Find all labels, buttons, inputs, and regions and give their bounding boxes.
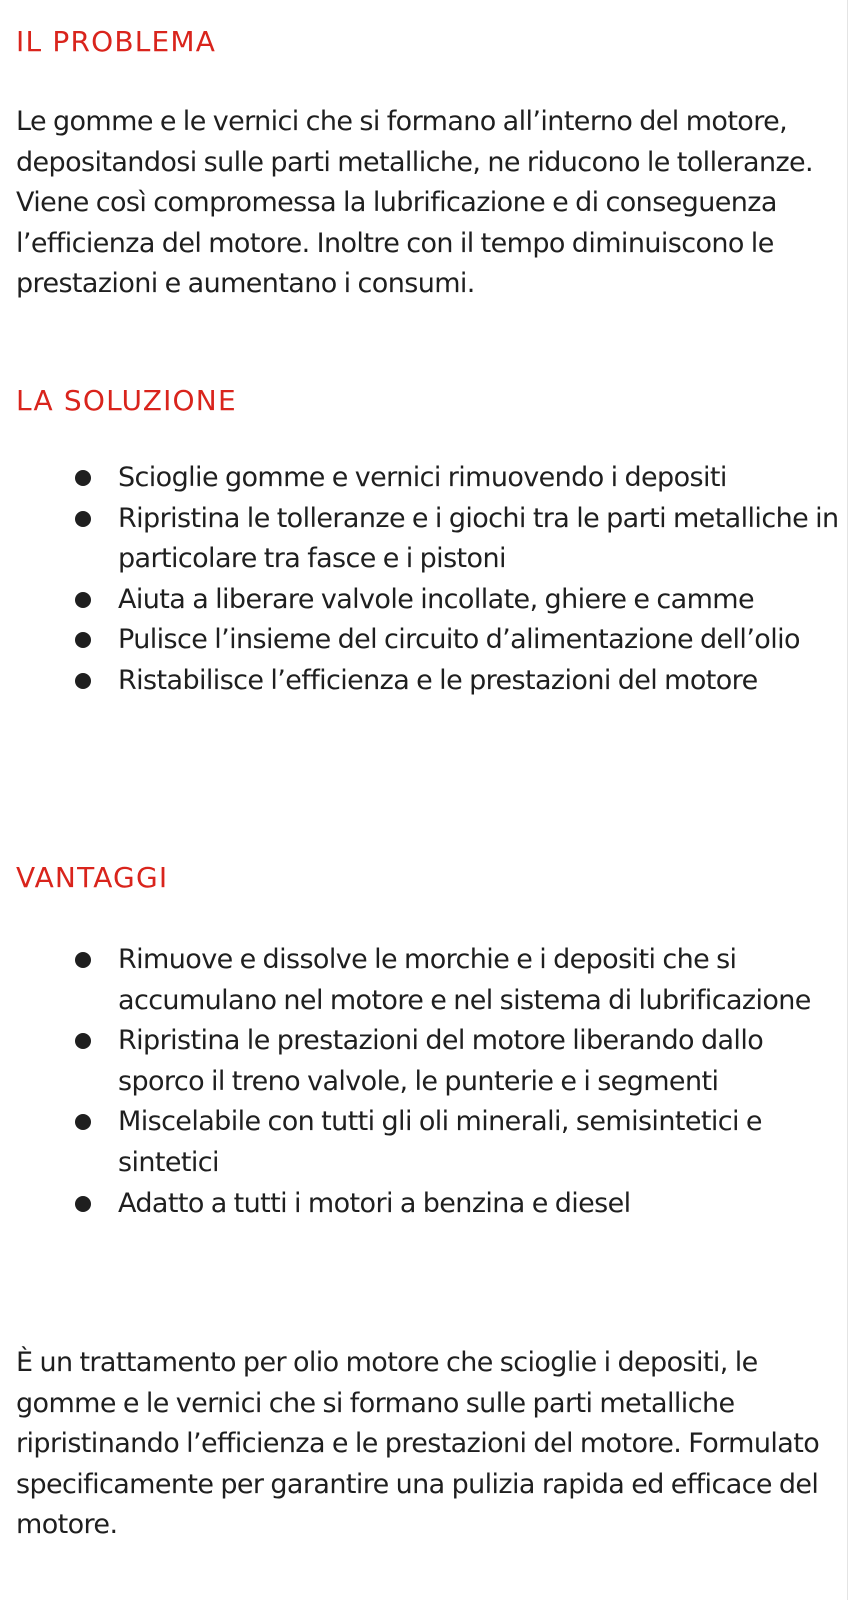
bullet-icon [75, 952, 91, 968]
list-item-text: Ristabilisce l’efficienza e le prestazioni del motore [118, 664, 758, 696]
bullet-icon [75, 470, 91, 486]
summary-text: È un trattamento per olio motore che scioglie i depositi, le gomme e le vernici che si formano sulle parti metalliche ripristinando l’efficienza e le prestazioni del motore. Formulato specificamente per garantire una pulizia rapida ed efficace del motore. [16, 1347, 820, 1541]
list-item [0, 940, 846, 1021]
problem-text: Le gomme e le vernici che si formano all’interno del motore, depositandosi sulle parti metalliche, ne riducono le tolleranze. Viene così compromessa la lubrificazione e di conseguenza l’efficienza del motore. Inoltre con il tempo diminuiscono le prestazioni e aumentano i consumi. [16, 106, 814, 300]
list-item-text: Adatto a tutti i motori a benzina e diesel [118, 1187, 631, 1219]
solution-list [0, 458, 846, 702]
bullet-icon [75, 1114, 91, 1130]
list-item-text: Rimuove e dissolve le morchie e i depositi che si accumulano nel motore e nel sistema di lubrificazione [118, 944, 811, 1016]
bullet-icon [75, 511, 91, 527]
advantages-list [0, 940, 846, 1224]
list-item-text: Aiuta a liberare valvole incollate, ghiere e camme [118, 583, 754, 615]
bullet-icon [75, 592, 91, 608]
list-item [0, 458, 846, 499]
list-item [0, 661, 846, 702]
list-item-text: Scioglie gomme e vernici rimuovendo i depositi [118, 462, 727, 493]
problem-heading: IL PROBLEMA [16, 25, 217, 58]
list-item [0, 1021, 846, 1102]
list-item [0, 499, 846, 580]
bullet-icon [75, 632, 91, 648]
list-item-text: Ripristina le prestazioni del motore liberando dallo sporco il treno valvole, le punterie e i segmenti [118, 1025, 764, 1097]
bullet-icon [75, 1196, 91, 1212]
list-item-text: Pulisce l’insieme del circuito d’alimentazione dell’olio [118, 624, 800, 656]
bullet-icon [75, 673, 91, 689]
list-item-text: Miscelabile con tutti gli oli minerali, semisintetici e sintetici [118, 1106, 762, 1178]
page-edge-divider [847, 0, 848, 1600]
bullet-icon [75, 1033, 91, 1049]
list-item [0, 620, 846, 661]
list-item [0, 1184, 846, 1225]
list-item [0, 1102, 846, 1183]
advantages-heading: VANTAGGI [16, 861, 169, 894]
solution-heading: LA SOLUZIONE [16, 384, 237, 417]
list-item-text: Ripristina le tolleranze e i giochi tra le parti metalliche in particolare tra fasce e i pistoni [118, 502, 839, 575]
list-item [0, 580, 846, 621]
